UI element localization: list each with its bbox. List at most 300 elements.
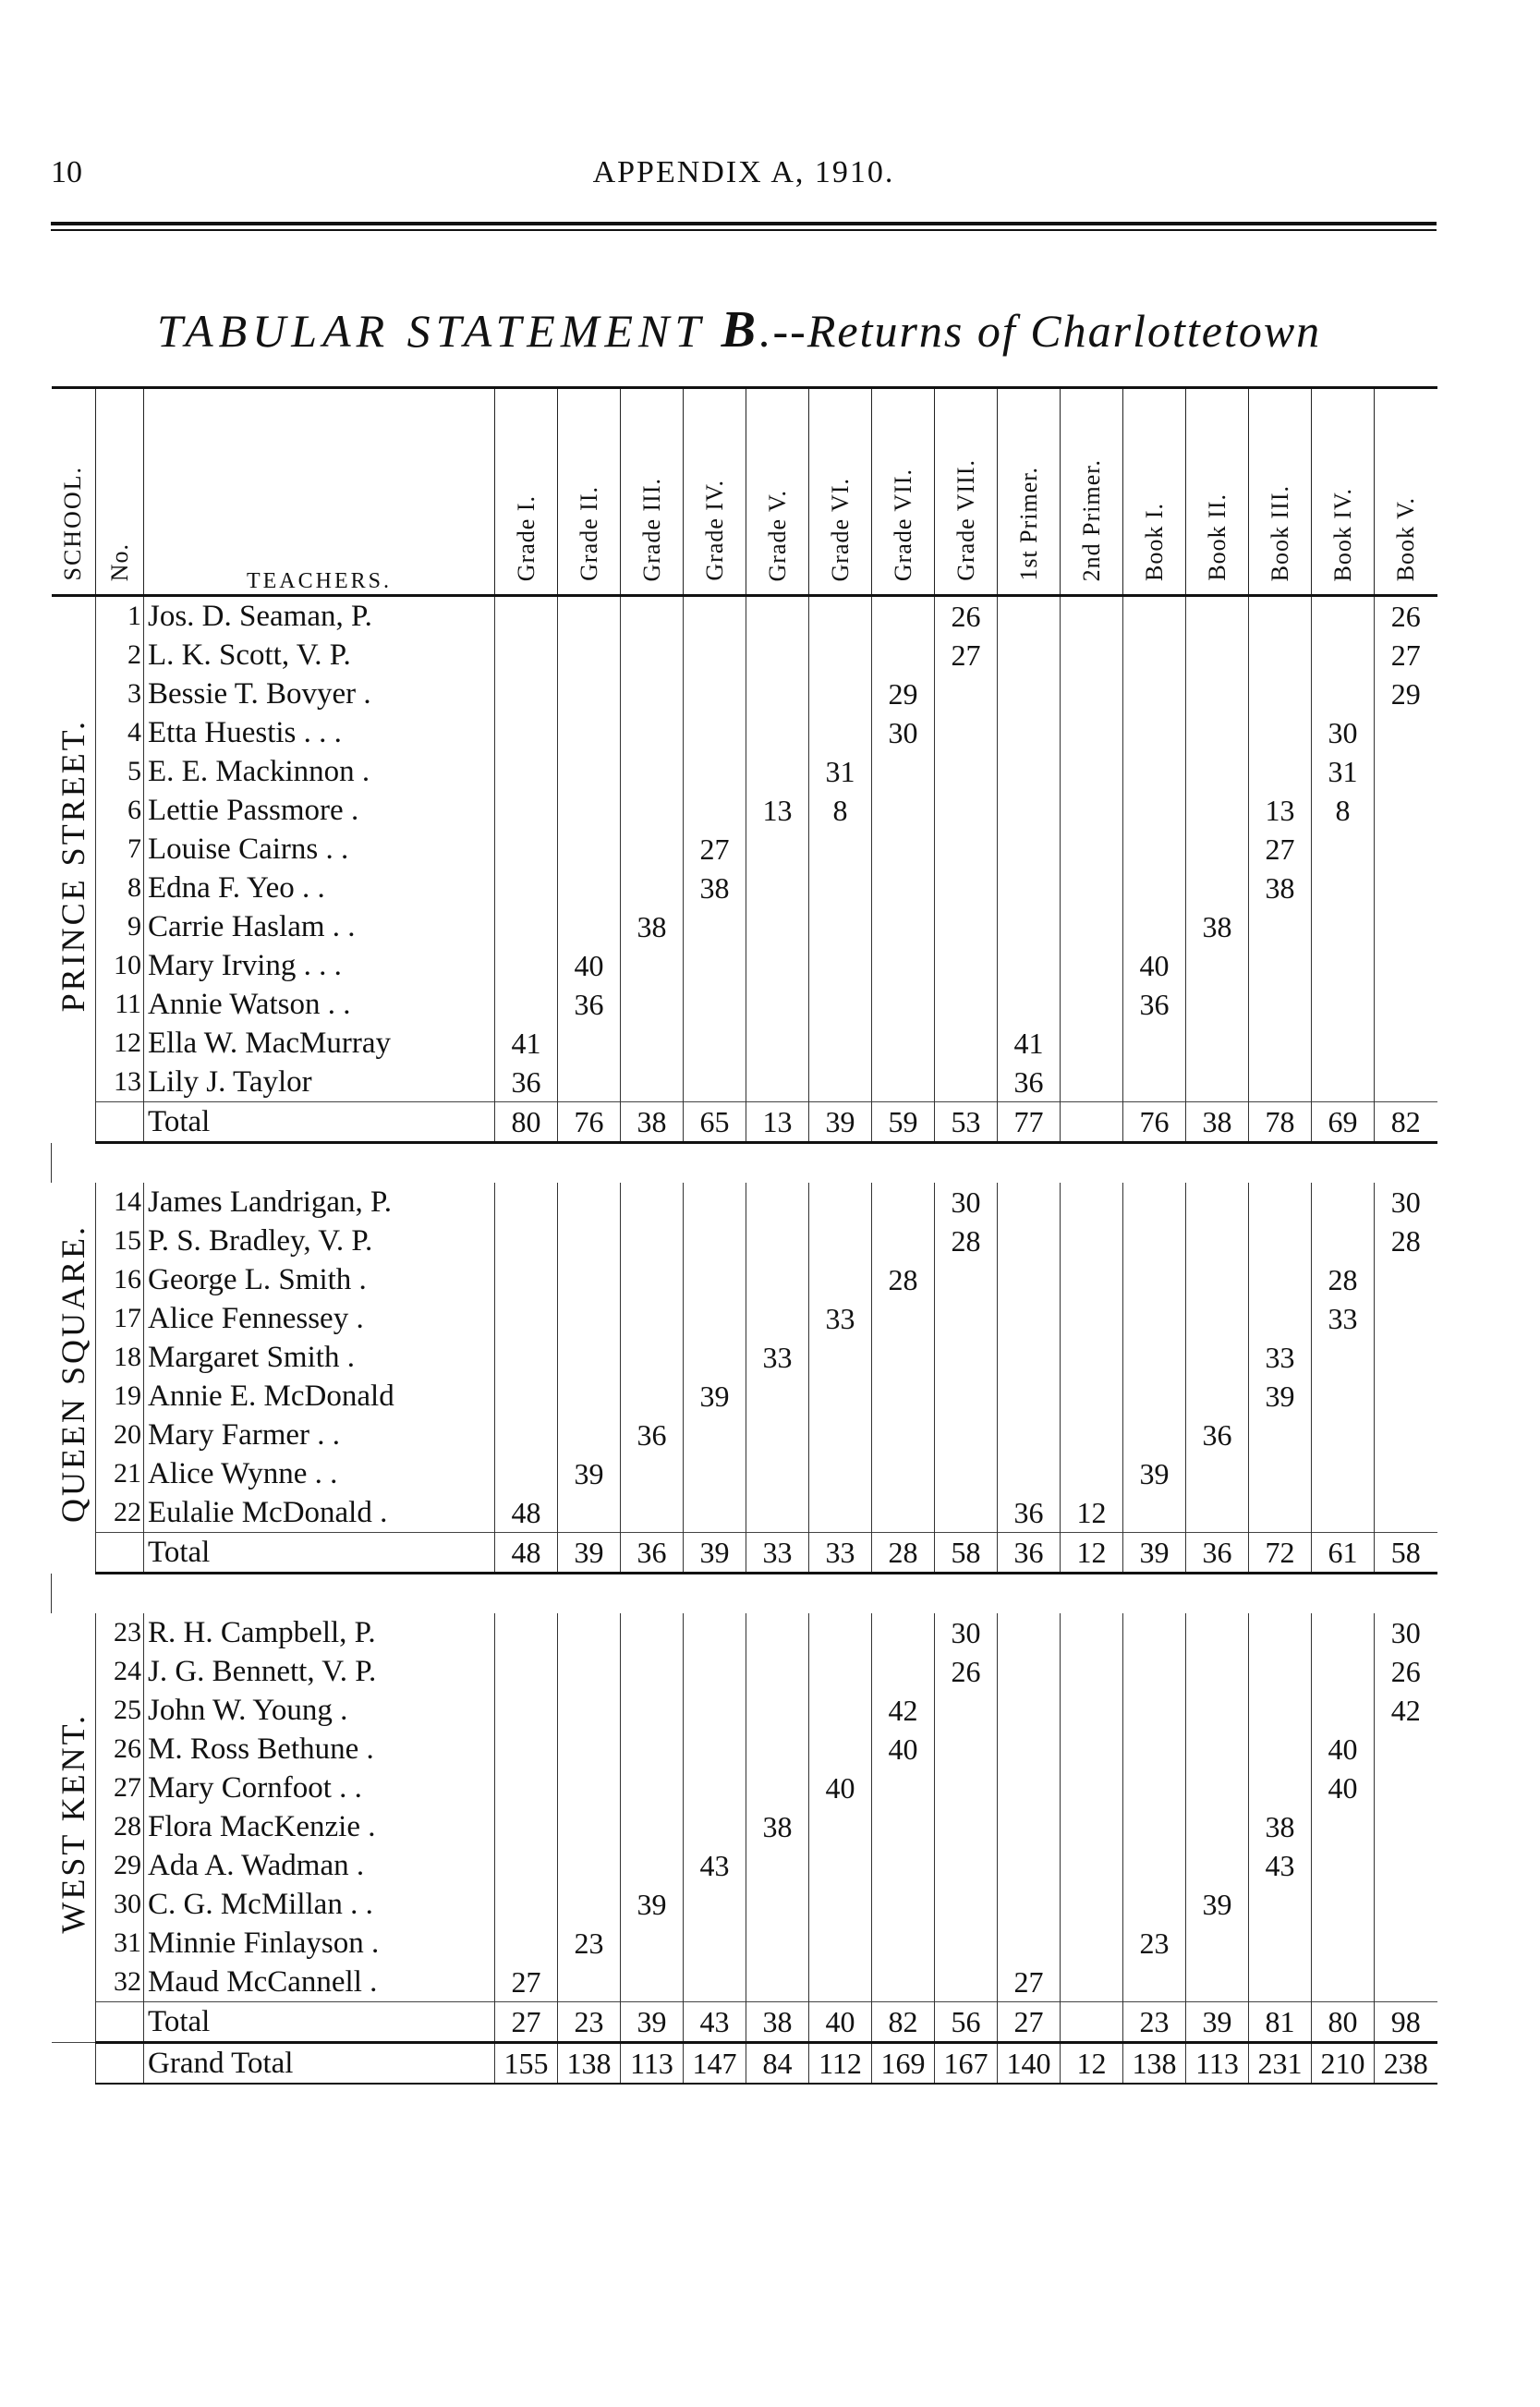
total-cell: 69 [1312,1102,1375,1143]
enrolment-cell [558,869,621,907]
enrolment-cell: 48 [495,1493,558,1533]
column-header [935,388,998,596]
enrolment-cell [1061,1885,1123,1924]
enrolment-cell: 38 [684,869,746,907]
enrolment-cell [684,752,746,791]
column-header-label: 1st Primer. [1014,467,1042,581]
enrolment-cell [1312,1493,1375,1533]
enrolment-cell [1123,1377,1186,1416]
enrolment-cell [935,1338,998,1377]
enrolment-cell [1249,1063,1312,1102]
enrolment-cell [872,1963,935,2002]
total-cell: 56 [935,2002,998,2043]
enrolment-cell: 41 [998,1024,1061,1063]
enrolment-cell [998,1377,1061,1416]
enrolment-cell [1186,1260,1249,1299]
total-cell: 59 [872,1102,935,1143]
enrolment-cell [1186,1063,1249,1102]
enrolment-cell: 26 [935,596,998,637]
teacher-number: 27 [96,1769,144,1807]
enrolment-cell [998,752,1061,791]
enrolment-cell [621,1377,684,1416]
enrolment-cell: 40 [1312,1769,1375,1807]
enrolment-cell [746,1885,809,1924]
enrolment-cell [1312,1846,1375,1885]
enrolment-cell [998,1222,1061,1260]
enrolment-cell [935,1260,998,1299]
total-label: Total [144,2002,495,2043]
enrolment-cell [621,1846,684,1885]
enrolment-cell [935,1299,998,1338]
enrolment-cell [872,1024,935,1063]
enrolment-cell [495,1924,558,1963]
enrolment-cell [746,636,809,675]
title-letter: B [721,301,760,359]
table-row [52,985,1437,1024]
teacher-number: 18 [96,1338,144,1377]
enrolment-cell [1061,1454,1123,1493]
enrolment-cell [935,791,998,830]
column-header [1249,388,1312,596]
enrolment-cell: 27 [998,1963,1061,2002]
enrolment-cell [872,1846,935,1885]
enrolment-cell [1375,830,1437,869]
enrolment-cell [684,1183,746,1222]
teacher-name: Margaret Smith . [144,1338,495,1377]
enrolment-cell [1312,675,1375,713]
enrolment-cell [495,1652,558,1691]
column-header-label: 2nd Primer. [1077,458,1105,581]
enrolment-cell [1123,636,1186,675]
enrolment-cell [935,1691,998,1730]
enrolment-cell [1186,1338,1249,1377]
enrolment-cell [872,1769,935,1807]
enrolment-cell [872,985,935,1024]
total-row [52,1102,1437,1143]
enrolment-cell [935,1963,998,2002]
table-row [52,1769,1437,1807]
enrolment-cell [621,1454,684,1493]
column-header-label: Grade VIII. [952,459,979,581]
enrolment-cell [935,675,998,713]
enrolment-cell [872,1183,935,1222]
enrolment-cell [495,1846,558,1885]
enrolment-cell [684,907,746,946]
enrolment-cell: 33 [809,1299,872,1338]
teacher-number: 28 [96,1807,144,1846]
enrolment-cell [998,985,1061,1024]
total-cell: 98 [1375,2002,1437,2043]
enrolment-cell [998,1730,1061,1769]
enrolment-cell [621,946,684,985]
enrolment-cell [1186,1807,1249,1846]
table-row [52,1299,1437,1338]
grand-total-cell: 113 [621,2043,684,2085]
table-row [52,1338,1437,1377]
enrolment-cell [1123,1807,1186,1846]
enrolment-cell [621,596,684,637]
enrolment-cell [1375,1063,1437,1102]
enrolment-cell [935,1924,998,1963]
enrolment-cell [495,1807,558,1846]
enrolment-cell: 40 [1123,946,1186,985]
enrolment-cell: 27 [495,1963,558,2002]
total-cell: 39 [1186,2002,1249,2043]
enrolment-cell [621,985,684,1024]
enrolment-cell [1186,1299,1249,1338]
enrolment-cell [872,1222,935,1260]
enrolment-cell [1249,1260,1312,1299]
table-row [52,830,1437,869]
enrolment-cell [1186,1963,1249,2002]
enrolment-cell [746,1260,809,1299]
enrolment-cell [495,830,558,869]
enrolment-cell [1312,946,1375,985]
total-cell: 40 [809,2002,872,2043]
enrolment-cell [1186,1846,1249,1885]
enrolment-cell [621,1807,684,1846]
enrolment-cell [558,1222,621,1260]
enrolment-cell [746,1691,809,1730]
enrolment-cell [746,1454,809,1493]
enrolment-cell [809,1416,872,1454]
teacher-number: 5 [96,752,144,791]
enrolment-cell [621,675,684,713]
enrolment-cell [621,1691,684,1730]
enrolment-cell [1249,907,1312,946]
enrolment-cell [1186,946,1249,985]
enrolment-cell [1186,1691,1249,1730]
enrolment-cell [1312,907,1375,946]
enrolment-cell: 27 [935,636,998,675]
enrolment-cell [684,1299,746,1338]
table-row [52,1024,1437,1063]
enrolment-cell [746,946,809,985]
teacher-name: R. H. Campbell, P. [144,1613,495,1652]
grand-total-cell: 84 [746,2043,809,2085]
enrolment-cell [684,1730,746,1769]
enrolment-cell: 31 [1312,752,1375,791]
enrolment-cell [1375,1493,1437,1533]
enrolment-cell [998,1769,1061,1807]
table-row [52,869,1437,907]
enrolment-cell [558,1299,621,1338]
enrolment-cell [684,1338,746,1377]
grand-total-cell: 112 [809,2043,872,2085]
enrolment-cell [495,713,558,752]
teacher-number: 24 [96,1652,144,1691]
enrolment-cell [495,1416,558,1454]
enrolment-cell [1061,1924,1123,1963]
enrolment-cell [998,1807,1061,1846]
total-cell: 43 [684,2002,746,2043]
enrolment-cell [495,1222,558,1260]
teacher-number: 16 [96,1260,144,1299]
teacher-number: 3 [96,675,144,713]
enrolment-cell [1061,1846,1123,1885]
enrolment-cell: 40 [809,1769,872,1807]
enrolment-cell [935,713,998,752]
enrolment-cell [1123,1024,1186,1063]
enrolment-cell [684,675,746,713]
teacher-name: Alice Wynne . . [144,1454,495,1493]
enrolment-cell: 36 [558,985,621,1024]
column-header-label: Book I. [1140,503,1168,581]
enrolment-cell [1061,1024,1123,1063]
column-header-row [52,388,1437,596]
enrolment-cell: 36 [495,1063,558,1102]
enrolment-cell [746,1222,809,1260]
enrolment-cell [1061,713,1123,752]
enrolment-cell [809,1183,872,1222]
enrolment-cell [1186,1454,1249,1493]
teacher-name: John W. Young . [144,1691,495,1730]
enrolment-cell [1375,1416,1437,1454]
enrolment-cell [746,1493,809,1533]
enrolment-cell [1249,1222,1312,1260]
total-cell [1061,2002,1123,2043]
teacher-number: 29 [96,1846,144,1885]
table-row [52,1222,1437,1260]
enrolment-cell [1375,752,1437,791]
teacher-number: 31 [96,1924,144,1963]
enrolment-cell [998,1846,1061,1885]
enrolment-cell [809,1613,872,1652]
grand-total-cell: 167 [935,2043,998,2085]
enrolment-cell: 23 [1123,1924,1186,1963]
grand-total-label: Grand Total [144,2043,495,2085]
enrolment-cell [809,1924,872,1963]
enrolment-cell [746,1846,809,1885]
enrolment-cell [998,1260,1061,1299]
enrolment-cell [998,675,1061,713]
enrolment-cell [1123,1222,1186,1260]
enrolment-cell [872,946,935,985]
column-header-label: Grade III. [637,477,665,581]
enrolment-cell: 39 [1249,1377,1312,1416]
enrolment-cell [558,1613,621,1652]
teacher-number: 12 [96,1024,144,1063]
grand-total-school [52,2043,96,2085]
enrolment-cell [1186,1924,1249,1963]
enrolment-cell [872,1807,935,1846]
enrolment-cell [1186,752,1249,791]
enrolment-cell: 39 [1123,1454,1186,1493]
enrolment-cell [746,1924,809,1963]
school-name: WEST KENT. [55,1712,92,1934]
total-cell: 23 [558,2002,621,2043]
enrolment-cell: 23 [558,1924,621,1963]
enrolment-cell [746,752,809,791]
table-body [52,596,1437,2085]
teacher-number: 23 [96,1613,144,1652]
enrolment-cell [684,1260,746,1299]
enrolment-cell [1249,1730,1312,1769]
enrolment-cell [558,1769,621,1807]
enrolment-cell [935,752,998,791]
enrolment-cell [872,869,935,907]
enrolment-cell [1186,596,1249,637]
teacher-name: Annie Watson . . [144,985,495,1024]
enrolment-cell [1061,869,1123,907]
enrolment-cell [1375,985,1437,1024]
enrolment-cell [746,869,809,907]
total-number [96,1533,144,1574]
teacher-name: Ada A. Wadman . [144,1846,495,1885]
enrolment-cell: 33 [1312,1299,1375,1338]
enrolment-cell: 28 [1375,1222,1437,1260]
enrolment-cell [621,713,684,752]
enrolment-cell [1375,791,1437,830]
enrolment-cell [1249,636,1312,675]
enrolment-cell [998,1454,1061,1493]
enrolment-cell [495,1183,558,1222]
table-row [52,636,1437,675]
enrolment-cell: 39 [621,1885,684,1924]
column-header-label: Grade V. [763,489,791,581]
enrolment-cell [684,596,746,637]
total-cell: 53 [935,1102,998,1143]
enrolment-cell [1312,1807,1375,1846]
enrolment-cell [684,946,746,985]
enrolment-cell: 30 [1312,713,1375,752]
enrolment-cell [1249,1613,1312,1652]
enrolment-cell [1123,1299,1186,1338]
enrolment-cell [1186,830,1249,869]
table-row [52,1963,1437,2002]
enrolment-cell [1375,1846,1437,1885]
column-header [1061,388,1123,596]
enrolment-cell [809,1377,872,1416]
enrolment-cell [684,1807,746,1846]
teacher-number: 20 [96,1416,144,1454]
total-cell: 77 [998,1102,1061,1143]
enrolment-cell [935,1416,998,1454]
table-row [52,1652,1437,1691]
enrolment-cell [809,830,872,869]
grand-total-cell: 155 [495,2043,558,2085]
enrolment-cell [1375,1885,1437,1924]
enrolment-cell: 28 [1312,1260,1375,1299]
enrolment-cell [998,1691,1061,1730]
total-cell: 58 [935,1533,998,1574]
enrolment-cell [809,1652,872,1691]
enrolment-cell [1312,1652,1375,1691]
enrolment-cell [1249,1885,1312,1924]
enrolment-cell [495,1730,558,1769]
teacher-number: 22 [96,1493,144,1533]
enrolment-cell [746,1416,809,1454]
enrolment-cell [495,791,558,830]
grand-total-cell: 140 [998,2043,1061,2085]
enrolment-cell [1249,946,1312,985]
total-cell: 76 [558,1102,621,1143]
enrolment-cell [495,596,558,637]
enrolment-cell: 30 [1375,1613,1437,1652]
enrolment-cell [558,1183,621,1222]
enrolment-cell [1312,1024,1375,1063]
enrolment-cell [684,1963,746,2002]
teacher-name: Flora MacKenzie . [144,1807,495,1846]
enrolment-cell: 33 [746,1338,809,1377]
school-cell [52,1613,96,2043]
table-row [52,1885,1437,1924]
total-cell: 61 [1312,1533,1375,1574]
enrolment-cell: 27 [1375,636,1437,675]
no-header: No. [96,388,144,596]
teacher-number: 1 [96,596,144,637]
enrolment-cell [809,1730,872,1769]
enrolment-cell [872,1885,935,1924]
enrolment-cell [1375,1299,1437,1338]
enrolment-cell [1375,869,1437,907]
title-subtitle: .--Returns of Charlottetown [759,305,1322,357]
total-cell: 36 [998,1533,1061,1574]
enrolment-cell [1312,1183,1375,1222]
enrolment-cell [495,1454,558,1493]
enrolment-cell [495,869,558,907]
teacher-number: 14 [96,1183,144,1222]
grand-total-cell: 210 [1312,2043,1375,2085]
grand-total-cell: 231 [1249,2043,1312,2085]
enrolment-cell [1123,1063,1186,1102]
enrolment-cell [1249,1691,1312,1730]
enrolment-cell: 8 [809,791,872,830]
grand-total-cell: 238 [1375,2043,1437,2085]
teacher-name: M. Ross Bethune . [144,1730,495,1769]
teacher-name: Lily J. Taylor [144,1063,495,1102]
enrolment-cell [684,985,746,1024]
enrolment-cell [1375,1377,1437,1416]
enrolment-cell [1123,675,1186,713]
teacher-name: Maud McCannell . [144,1963,495,2002]
table-row [52,907,1437,946]
teacher-name: L. K. Scott, V. P. [144,636,495,675]
grand-total-number [96,2043,144,2085]
column-header [1186,388,1249,596]
total-cell: 76 [1123,1102,1186,1143]
enrolment-cell [1249,1493,1312,1533]
total-cell: 48 [495,1533,558,1574]
enrolment-cell [1186,1613,1249,1652]
total-cell [1061,1102,1123,1143]
teacher-name: Lettie Passmore . [144,791,495,830]
enrolment-cell [1061,1730,1123,1769]
enrolment-cell [621,1338,684,1377]
enrolment-cell [935,830,998,869]
teacher-number: 30 [96,1885,144,1924]
enrolment-cell: 30 [935,1183,998,1222]
enrolment-cell [621,1963,684,2002]
teacher-name: P. S. Bradley, V. P. [144,1222,495,1260]
enrolment-cell: 42 [1375,1691,1437,1730]
column-header [621,388,684,596]
enrolment-cell [1375,1260,1437,1299]
teacher-name: Etta Huestis . . . [144,713,495,752]
enrolment-cell [746,1377,809,1416]
teacher-number: 32 [96,1963,144,2002]
enrolment-cell [1375,1769,1437,1807]
enrolment-cell [746,1769,809,1807]
enrolment-cell [621,830,684,869]
enrolment-cell [1123,1730,1186,1769]
table-row [52,1063,1437,1102]
enrolment-cell [935,1063,998,1102]
teacher-name: Mary Cornfoot . . [144,1769,495,1807]
column-header [495,388,558,596]
enrolment-cell [1375,1963,1437,2002]
enrolment-cell [1312,869,1375,907]
